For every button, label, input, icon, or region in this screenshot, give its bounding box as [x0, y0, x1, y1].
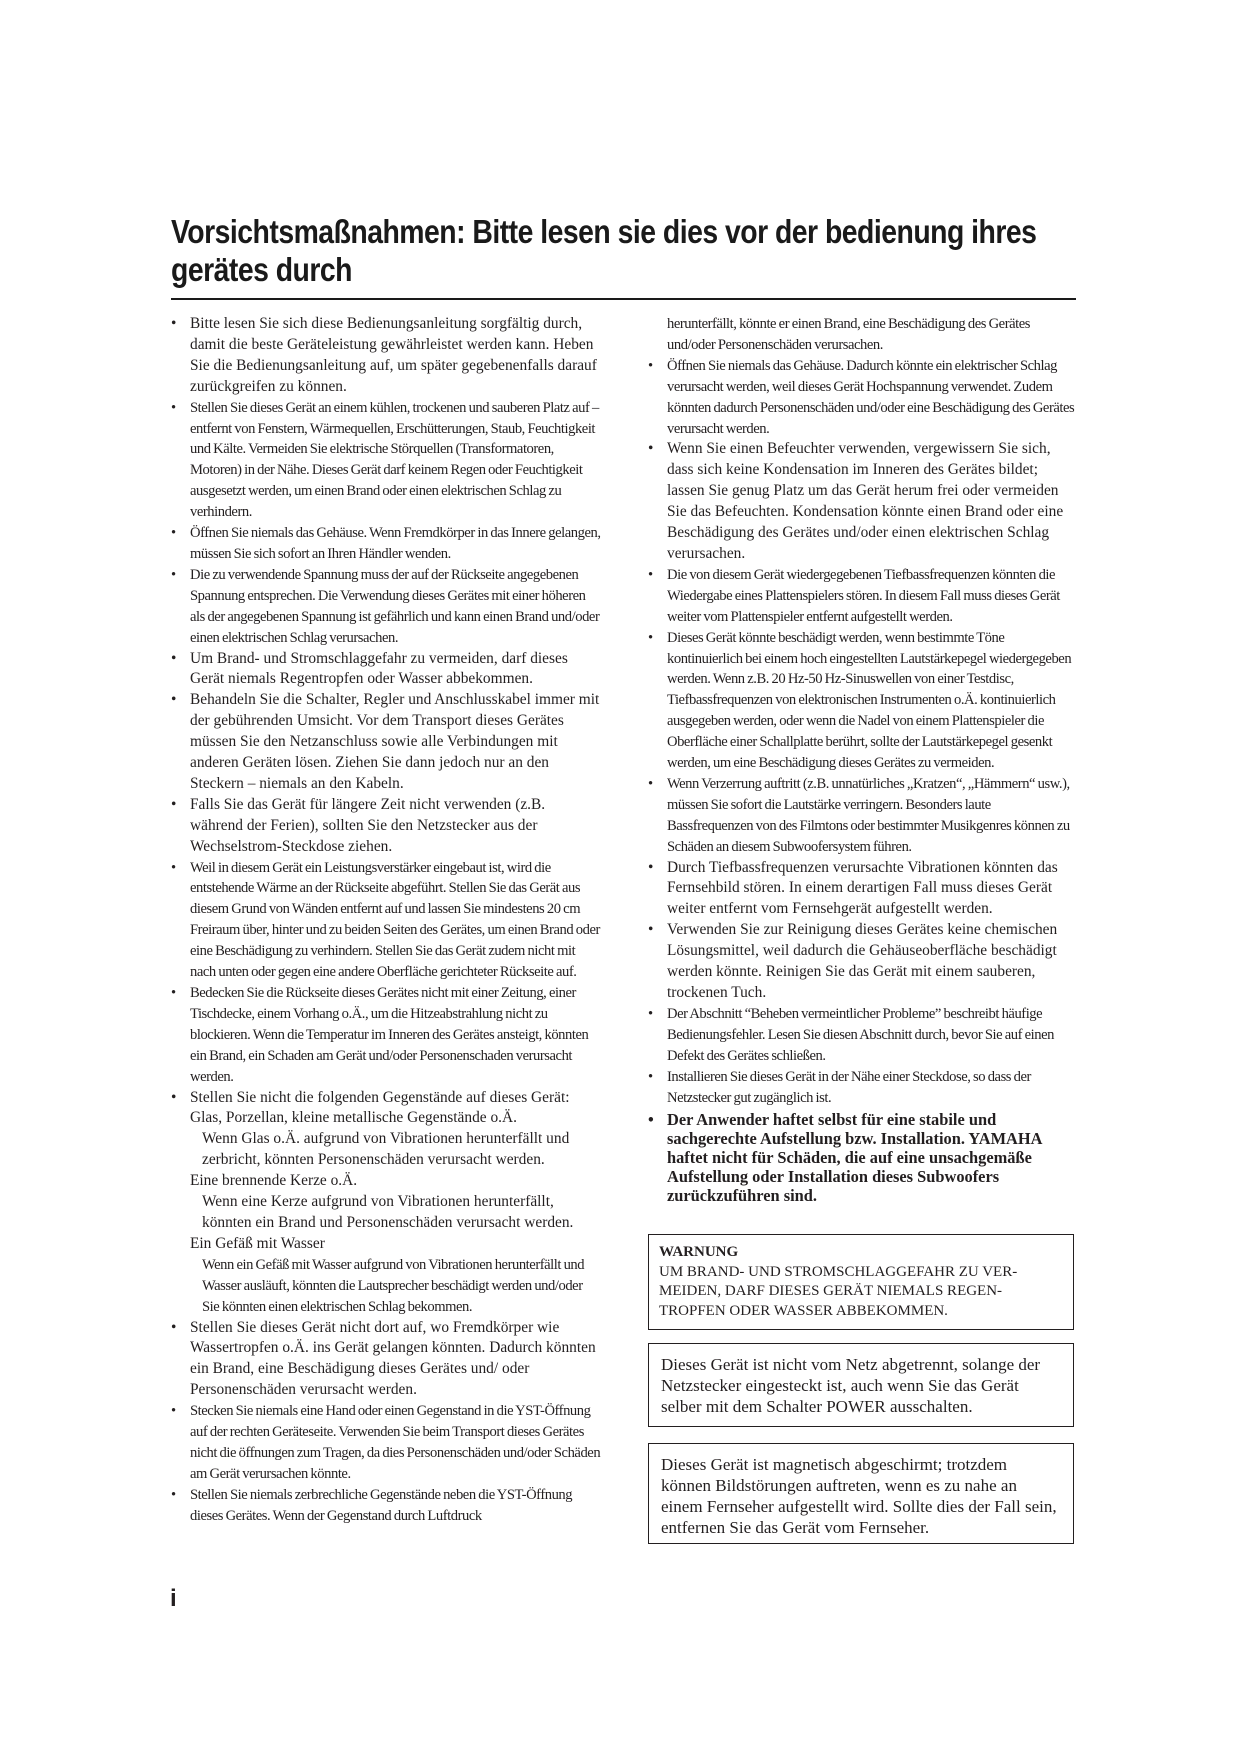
bullet-icon: • — [648, 1110, 654, 1130]
list-item-text: Stecken Sie niemals eine Hand oder einen Gegenstand in die YST-Öffnung auf der rechten Geräteseite. Verwenden Sie beim Transport dieses Gerätes nicht die öffnungen zum Tragen, da dies Personenschäden und/oder Schäden am Gerät verursachen könnte. — [190, 1403, 601, 1482]
bullet-icon: • — [171, 649, 177, 667]
precautions-list-left — [171, 314, 601, 1527]
list-item-text: Der Anwender haftet selbst für eine stabile und sachgerechte Aufstellung bzw. Installation. YAMAHA haftet nicht für Schäden, die auf eine unsachgemäße Aufstellung oder Installation dieses Subwoofers zurückzuführen sind. — [667, 1110, 1042, 1206]
list-item — [171, 523, 601, 565]
sub-item-text: Wenn ein Gefäß mit Wasser aufgrund von Vibrationen herunterfällt und Wasser ausläuft, könnten die Lautsprecher beschädigt werden und/oder Sie könnten einen elektrischen Schlag bekommen. — [202, 1256, 585, 1315]
bullet-icon: • — [648, 357, 653, 374]
list-item — [171, 795, 601, 858]
sub-item-text: Wenn Glas o.Ä. aufgrund von Vibrationen herunterfällt und zerbricht, könnten Personenschäden verursacht werden. — [202, 1130, 570, 1169]
list-item-text: Wenn Sie einen Befeuchter verwenden, vergewissern Sie sich, dass sich keine Kondensation im Inneren des Gerätes bildet; lassen Sie genug Platz um das Gerät herum frei oder vermeiden Sie das Befeuchten. Kondensation könnte einen Brand oder eine Beschädigung des Gerätes und/oder einen elektrischen Schlag verursachen. — [667, 440, 1064, 562]
list-item-text: Behandeln Sie die Schalter, Regler und Anschlusskabel immer mit der gebührenden Umsicht. Vor dem Transport dieses Gerätes müssen Sie den Netzanschluss sowie alle Verbindungen mit anderen Geräten lösen. Ziehen Sie dann jedoch nur an den Steckern – niemals an den Kabeln. — [190, 691, 600, 792]
warning-box — [648, 1234, 1074, 1330]
list-item-text: Stellen Sie niemals zerbrechliche Gegenstände neben die YST-Öffnung dieses Gerätes. Wenn der Gegenstand durch Luftdruck — [190, 1486, 573, 1524]
list-item — [648, 858, 1076, 921]
list-item — [648, 920, 1076, 1004]
list-item-text: Bedecken Sie die Rückseite dieses Gerätes nicht mit einer Zeitung, einer Tischdecke, einem Vorhang o.Ä., um die Hitzeabstrahlung nicht zu blockieren. Wenn die Temperatur im Inneren des Gerätes ansteigt, könnten ein Brand, ein Schaden am Gerät und/oder Personenschaden verursacht werden. — [190, 985, 589, 1085]
list-item-text: Der Abschnitt “Beheben vermeintlicher Probleme” beschreibt häufige Bedienungsfehler. Lesen Sie diesen Abschnitt durch, bevor Sie auf einen Defekt des Gerätes schließen. — [667, 1005, 1054, 1064]
warning-heading: WARNUNG — [659, 1244, 739, 1260]
list-item-text: Verwenden Sie zur Reinigung dieses Gerätes keine chemischen Lösungsmittel, weil dadurch die Gehäuseoberfläche beschädigt werden könnte. Reinigen Sie das Gerät mit einem sauberen, trockenen Tuch. — [667, 921, 1058, 1001]
list-item — [171, 858, 601, 983]
list-item — [171, 1088, 601, 1318]
list-item-text: Weil in diesem Gerät ein Leistungsverstärker eingebaut ist, wird die entstehende Wärme an der Rückseite abgeführt. Stellen Sie das Gerät aus diesem Grund von Wänden entfernt auf und lassen Sie mindestens 20 cm Freiraum über, hinter und zu beiden Seiten des Gerätes, um einen Brand oder eine Beschädigung zu verhindern. Stellen Sie das Gerät zudem nicht mit nach unten oder gegen eine andere Oberfläche gerichteter Rückseite auf. — [190, 859, 600, 981]
list-item — [171, 1401, 601, 1485]
bullet-icon: • — [648, 921, 654, 939]
list-item — [171, 983, 601, 1088]
list-item — [648, 1004, 1076, 1067]
list-item-text: Stellen Sie dieses Gerät an einem kühlen, trockenen und sauberen Platz auf – entfernt von Fenstern, Wärmequellen, Erschütterungen, Staub, Feuchtigkeit und Kälte. Vermeiden Sie elektrische Störquellen (Transformatoren, Motoren) in der Nähe. Dieses Gerät darf keinem Regen oder Feuchtigkeit ausgesetzt werden, um einen Brand oder einen elektrischen Schlag zu verhindern. — [190, 399, 599, 521]
bullet-icon: • — [171, 525, 176, 542]
list-item-text: Installieren Sie dieses Gerät in der Nähe einer Steckdose, so dass der Netzstecker gut zugänglich ist. — [667, 1068, 1031, 1106]
left-column — [171, 314, 601, 1527]
bullet-icon: • — [171, 566, 176, 583]
list-item-text: Die von diesem Gerät wiedergegebenen Tiefbassfrequenzen könnten die Wiedergabe eines Plattenspielers stören. In diesem Fall muss dieses Gerät weiter vom Plattenspieler entfernt aufgestellt werden. — [667, 566, 1060, 625]
bullet-icon: • — [171, 1486, 176, 1503]
list-item-text: Öffnen Sie niemals das Gehäuse. Wenn Fremdkörper in das Innere gelangen, müssen Sie sich sofort an Ihren Händler wenden. — [190, 525, 601, 562]
bullet-icon: • — [171, 691, 177, 709]
list-item-text: Falls Sie das Gerät für längere Zeit nicht verwenden (z.B. während der Ferien), sollten Sie den Netzstecker aus der Wechselstrom-Steckdose ziehen. — [190, 795, 546, 855]
list-item-text: Öffnen Sie niemals das Gehäuse. Dadurch könnte ein elektrischer Schlag verursacht werden, weil dieses Gerät Hochspannung verwendet. Zudem könnten dadurch Personenschäden und/oder eine Beschädigung des Gerätes verursacht werden. — [667, 357, 1075, 437]
list-item — [171, 1485, 601, 1527]
sub-list — [190, 1129, 601, 1317]
bullet-icon: • — [171, 1088, 177, 1106]
list-item — [648, 565, 1076, 628]
list-item — [171, 565, 601, 649]
power-notice-text: Dieses Gerät ist nicht vom Netz abgetrennt, solange der Netzstecker eingesteckt ist, auch wenn Sie das Gerät selber mit dem Schalter POWER ausschalten. — [661, 1355, 1041, 1416]
warning-text: UM BRAND- UND STROMSCHLAGGEFAHR ZU VER-MEIDEN, DARF DIESES GERÄT NIEMALS REGEN-TROPFEN ODER WASSER ABBEKOMMEN. — [659, 1263, 1018, 1319]
right-column — [648, 314, 1076, 1205]
list-item-text: Durch Tiefbassfrequenzen verursachte Vibrationen könnten das Fernsehbild stören. In einem derartigen Fall muss dieses Gerät weiter entfernt vom Fernsehgerät aufgestellt werden. — [667, 858, 1058, 918]
precautions-list-right — [648, 314, 1076, 1205]
bullet-icon: • — [648, 1068, 653, 1085]
list-item-text: herunterfällt, könnte er einen Brand, eine Beschädigung des Gerätes und/oder Personenschäden verursachen. — [667, 316, 1030, 353]
sub-item-text: Wenn eine Kerze aufgrund von Vibrationen herunterfällt, könnten ein Brand und Personenschäden verursacht werden. — [202, 1193, 574, 1231]
list-item-text: Dieses Gerät könnte beschädigt werden, wenn bestimmte Töne kontinuierlich bei einem hoch eingestellten Lautstärkepegel wiedergegeben werden. Wenn z.B. 20 Hz-50 Hz-Sinuswellen von einer Testdisc, Tiefbassfrequenzen von elektronischen Instrumenten o.Ä. kontinuierlich ausgegeben werden, oder wenn die Nadel von einem Plattenspieler die Oberfläche einer Schallplatte berührt, sollte der Lautstärkepegel gesenkt werden, um eine Beschädigung dieses Gerätes zu vermeiden. — [667, 629, 1072, 772]
list-item — [171, 314, 601, 398]
bullet-icon: • — [171, 985, 176, 1001]
list-item-text: Die zu verwendende Spannung muss der auf der Rückseite angegebenen Spannung entsprechen. Die Verwendung dieses Gerätes mit einer höheren als der angegebenen Spannung ist gefährlich und kann einen Brand und/oder einen elektrischen Schlag verursachen. — [190, 566, 600, 646]
bullet-icon: • — [648, 775, 653, 792]
list-item — [648, 356, 1076, 440]
list-item — [648, 628, 1076, 774]
power-notice-box — [648, 1343, 1074, 1427]
list-item — [648, 774, 1076, 858]
bullet-icon: • — [648, 1005, 653, 1022]
bullet-icon: • — [171, 795, 177, 813]
list-item-text: Um Brand- und Stromschlaggefahr zu vermeiden, darf dieses Gerät niemals Regentropfen oder Wasser abbekommen. — [190, 649, 568, 688]
bullet-icon: • — [648, 629, 653, 646]
list-item — [648, 314, 1076, 356]
list-item — [171, 1318, 601, 1402]
magnetic-notice-text: Dieses Gerät ist magnetisch abgeschirmt; trotzdem können Bildstörungen auftreten, wenn es zu nahe an einem Fernseher aufgestellt wird. Sollte dies der Fall sein, entfernen Sie das Gerät vom Fernseher. — [661, 1455, 1057, 1537]
list-item-text: Stellen Sie dieses Gerät nicht dort auf, wo Fremdkörper wie Wassertropfen o.Ä. ins Gerät gelangen könnten. Dadurch könnten ein Brand, eine Beschädigung dieses Gerätes und/ oder Personenschäden verursacht werden. — [190, 1318, 596, 1399]
sub-item-heading: Eine brennende Kerze o.Ä. — [190, 1172, 358, 1190]
bullet-icon: • — [648, 440, 654, 458]
page-title: Vorsichtsmaßnahmen: Bitte lesen sie dies vor der bedienung ihres gerätes durch — [171, 213, 1037, 288]
list-item — [648, 1067, 1076, 1109]
list-item-text: Wenn Verzerrung auftritt (z.B. unnatürliches „Kratzen“, „Hämmern“ usw.), müssen Sie sofort die Lautstärke verringern. Besonders laute Bassfrequenzen von des Filmtons oder bestimmter Musikgenres können zu Schäden an diesem Subwoofersystem führen. — [667, 775, 1070, 855]
sub-item-heading: Ein Gefäß mit Wasser — [190, 1234, 325, 1252]
list-item — [171, 649, 601, 691]
list-item — [171, 690, 601, 795]
bullet-icon: • — [648, 566, 653, 583]
bullet-icon: • — [171, 399, 176, 416]
bullet-icon: • — [171, 1403, 176, 1420]
magnetic-shield-notice-box — [648, 1443, 1074, 1544]
list-item — [648, 1110, 1076, 1205]
bullet-icon: • — [171, 315, 177, 332]
list-item-text: Bitte lesen Sie sich diese Bedienungsanleitung sorgfältig durch, damit die beste Geräteleistung gewährleistet werden kann. Heben Sie die Bedienungsanleitung auf, um später gegebenenfalls darauf zurückgreifen zu können. — [190, 315, 597, 395]
bullet-icon: • — [171, 859, 176, 876]
list-item — [171, 398, 601, 523]
bullet-icon: • — [648, 858, 654, 876]
bullet-icon: • — [171, 1318, 177, 1336]
page-number: i — [170, 1585, 177, 1612]
list-item — [648, 439, 1076, 564]
list-item-text: Stellen Sie nicht die folgenden Gegenstände auf dieses Gerät: Glas, Porzellan, kleine metallische Gegenstände o.Ä. — [190, 1088, 570, 1127]
title-divider — [171, 298, 1076, 300]
